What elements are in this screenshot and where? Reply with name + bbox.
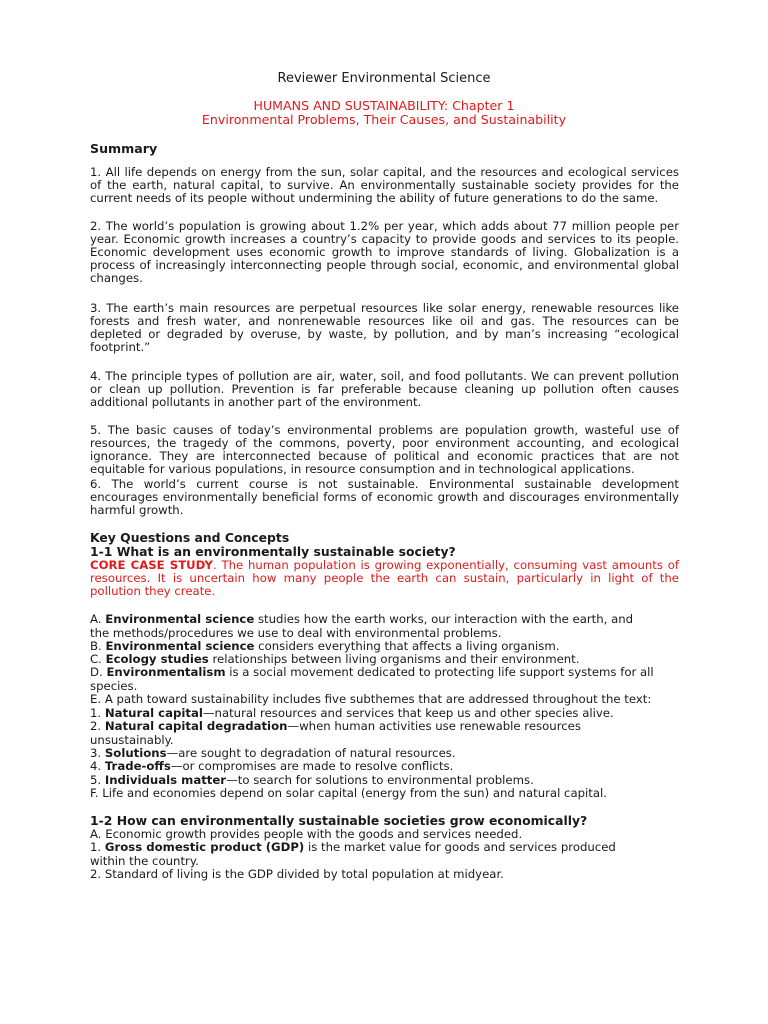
summary-paragraph-3: 3. The earth’s main resources are perpetual resources like solar energy, renewable resources like forests and fresh water, and nonrenewable resources like oil and gas. The resources can be depleted or degraded by overuse, by waste, by pollution, and by man’s increasing “ecological footprint.”	[90, 301, 679, 354]
item-2-2: 2. Standard of living is the GDP divided by total population at midyear.	[90, 867, 504, 881]
subtheme-5: 5. Individuals matter—to search for solutions to environmental problems.	[90, 773, 534, 787]
core-case-study	[90, 559, 679, 598]
item-d: D. Environmentalism is a social movement dedicated to protecting life support systems for all	[90, 665, 654, 679]
item-b: B. Environmental science considers everything that affects a living organism.	[90, 639, 560, 653]
question-1-2-heading: 1-2 How can environmentally sustainable societies grow economically?	[90, 813, 588, 828]
subtheme-3: 3. Solutions—are sought to degradation of natural resources.	[90, 746, 456, 760]
subtheme-2: 2. Natural capital degradation—when human activities use renewable resources	[90, 719, 581, 733]
item-c: C. Ecology studies relationships between living organisms and their environment.	[90, 652, 580, 666]
item-2-1-cont: within the country.	[90, 854, 199, 868]
summary-paragraph-6: 6. The world’s current course is not sustainable. Environmental sustainable development encourages environmentally beneficial forms of economic growth and discourages environmentally harmful growth.	[90, 477, 679, 517]
item-a-cont: the methods/procedures we use to deal with environmental problems.	[90, 626, 502, 640]
summary-heading: Summary	[90, 141, 158, 156]
subtheme-4: 4. Trade-offs—or compromises are made to resolve conflicts.	[90, 759, 454, 773]
item-d-cont: species.	[90, 679, 138, 693]
summary-paragraph-5: 5. The basic causes of today’s environmental problems are population growth, wasteful use of resources, the tragedy of the commons, poverty, poor environment accounting, and ecological ignorance. They are interconnected because of political and economic practices that are not equitable for various populations, in resource consumption and in technological applications.	[90, 423, 679, 476]
chapter-subtitle: Environmental Problems, Their Causes, and Sustainability	[201, 112, 567, 127]
item-2-1: 1. Gross domestic product (GDP) is the market value for goods and services produced	[90, 840, 616, 854]
summary-paragraph-1: 1. All life depends on energy from the sun, solar capital, and the resources and ecological services of the earth, natural capital, to survive. An environmentally sustainable society provides for the current needs of its people without undermining the ability of future generations to do the same.	[90, 165, 679, 205]
item-2a: A. Economic growth provides people with the goods and services needed.	[90, 827, 523, 841]
chapter-heading: HUMANS AND SUSTAINABILITY: Chapter 1	[253, 98, 515, 113]
item-e: E. A path toward sustainability includes five subthemes that are addressed throughout the text:	[90, 692, 652, 706]
key-questions-heading: Key Questions and Concepts	[90, 530, 290, 545]
core-case-text: . The human population is growing exponentially, consuming vast amounts of resources. It is uncertain how many people the earth can sustain, particularly in light of the pollution they create.	[90, 558, 679, 598]
item-a: A. Environmental science studies how the earth works, our interaction with the earth, and	[90, 612, 634, 626]
item-f: F. Life and economies depend on solar capital (energy from the sun) and natural capital.	[90, 786, 608, 800]
question-1-1-heading: 1-1 What is an environmentally sustainable society?	[90, 544, 456, 559]
summary-paragraph-2: 2. The world’s population is growing about 1.2% per year, which adds about 77 million people per year. Economic growth increases a country’s capacity to provide goods and services to its people. Economic development uses economic growth to improve standards of living. Globalization is a process of increasingly interconnecting people through social, economic, and environmental global changes.	[90, 219, 679, 285]
core-case-label: CORE CASE STUDY	[90, 558, 213, 572]
subtheme-2-cont: unsustainably.	[90, 733, 174, 747]
document-title: Reviewer Environmental Science	[277, 71, 491, 86]
summary-paragraph-4: 4. The principle types of pollution are air, water, soil, and food pollutants. We can prevent pollution or clean up pollution. Prevention is far preferable because cleaning up pollution often causes additional pollutants in another part of the environment.	[90, 369, 679, 409]
subtheme-1: 1. Natural capital—natural resources and services that keep us and other species alive.	[90, 706, 614, 720]
